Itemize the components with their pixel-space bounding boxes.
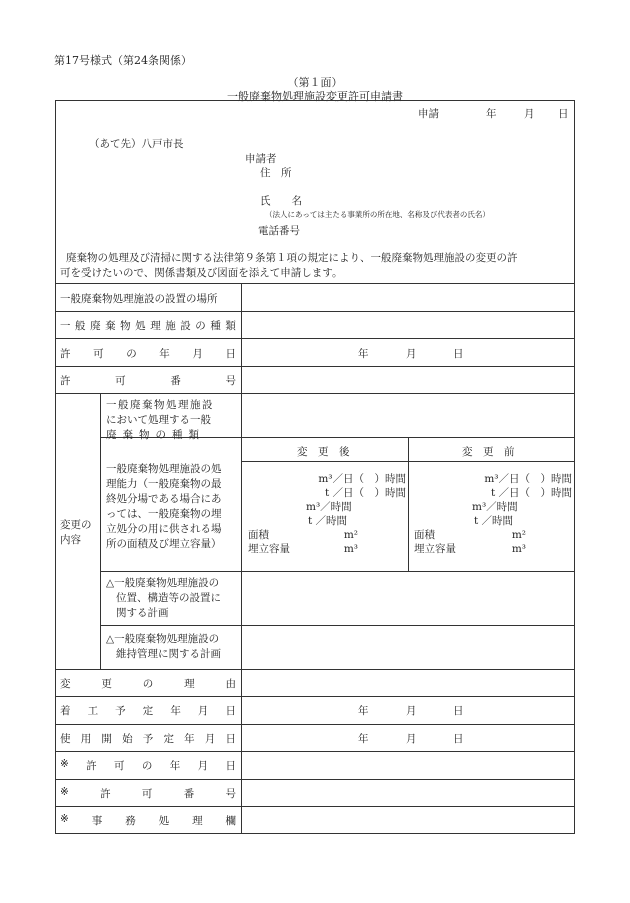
before-change-header: 変 更 前 xyxy=(462,446,515,458)
phone-label: 電話番号 xyxy=(258,225,300,237)
row-mark-office-label: ※ 事 務 処 理 欄 xyxy=(60,813,236,827)
permit-year[interactable]: 年 xyxy=(358,348,369,360)
start-day[interactable]: 日 xyxy=(453,705,464,717)
form-title: 一般廃棄物処理施設変更許可申請書 xyxy=(227,90,403,103)
application-month[interactable]: 月 xyxy=(524,108,535,120)
row-permit-number-label: 許 可 番 号 xyxy=(60,375,236,387)
statement-line-1: 廃棄物の処理及び清掃に関する法律第９条第１項の規定により、一般廃棄物処理施設の変更の許 xyxy=(66,252,518,264)
row-mark-permit-date-label: ※ 許 可 の 年 月 日 xyxy=(60,758,236,772)
start-year[interactable]: 年 xyxy=(358,705,369,717)
start-month[interactable]: 月 xyxy=(406,705,417,717)
application-date-label: 申請 xyxy=(418,108,439,120)
name-label: 氏 名 xyxy=(260,195,302,207)
permit-day[interactable]: 日 xyxy=(453,348,464,360)
row-location-label: 一般廃棄物処理施設の設置の場所 xyxy=(60,293,218,305)
use-day[interactable]: 日 xyxy=(453,733,464,745)
plan-structure-label: △一般廃棄物処理施設の 位置、構造等の設置に 関する計画 xyxy=(106,577,221,619)
waste-type-label: 一般廃棄物処理施設 において処理する一般 廃棄物の種類 xyxy=(106,399,214,441)
capacity-before-units[interactable]: m³／日（ ）時間 t ／日（ ）時間 m³／時間 t ／時間 面積 m² 埋立容量 m³ xyxy=(414,473,572,555)
plan-maintenance-label: △一般廃棄物処理施設の 維持管理に関する計画 xyxy=(106,633,221,660)
use-year[interactable]: 年 xyxy=(358,733,369,745)
permit-month[interactable]: 月 xyxy=(406,348,417,360)
use-month[interactable]: 月 xyxy=(406,733,417,745)
capacity-label: 一般廃棄物処理施設の処 理能力（一般廃棄物の最 終処分場である場合にあ っては、一般廃棄物の埋 立処分の用に供される場 所の面積及び埋立容量） xyxy=(106,463,222,550)
application-day[interactable]: 日 xyxy=(558,108,569,120)
applicant-label: 申請者 xyxy=(245,153,277,165)
row-permit-date-label: 許 可 の 年 月 日 xyxy=(60,348,236,360)
row-use-date-label: 使 用 開 始 予 定 年 月 日 xyxy=(60,733,236,745)
form-number: 第17号様式（第24条関係） xyxy=(54,54,192,67)
row-type-label: 一 般 廃 棄 物 処 理 施 設 の 種 類 xyxy=(60,320,236,332)
row-start-date-label: 着 工 予 定 年 月 日 xyxy=(60,705,236,717)
capacity-after-units[interactable]: m³／日（ ）時間 t ／日（ ）時間 m³／時間 t ／時間 面積 m² 埋立容量 m³ xyxy=(248,473,406,555)
change-content-label-1: 変更の xyxy=(60,519,92,531)
row-mark-permit-number-label: ※ 許 可 番 号 xyxy=(60,786,236,800)
name-note: （法人にあっては主たる事業所の所在地、名称及び代表者の氏名） xyxy=(265,210,490,219)
after-change-header: 変 更 後 xyxy=(297,446,350,458)
addressee: （あて先）八戸市長 xyxy=(89,138,184,150)
row-reason-label: 変 更 の 理 由 xyxy=(60,678,236,690)
statement-line-2: 可を受けたいので、関係書類及び図面を添えて申請します。 xyxy=(60,267,343,279)
page-number: （第１面） xyxy=(287,76,343,89)
application-year[interactable]: 年 xyxy=(486,108,497,120)
change-content-label-2: 内容 xyxy=(60,534,81,546)
address-label: 住 所 xyxy=(260,167,292,179)
